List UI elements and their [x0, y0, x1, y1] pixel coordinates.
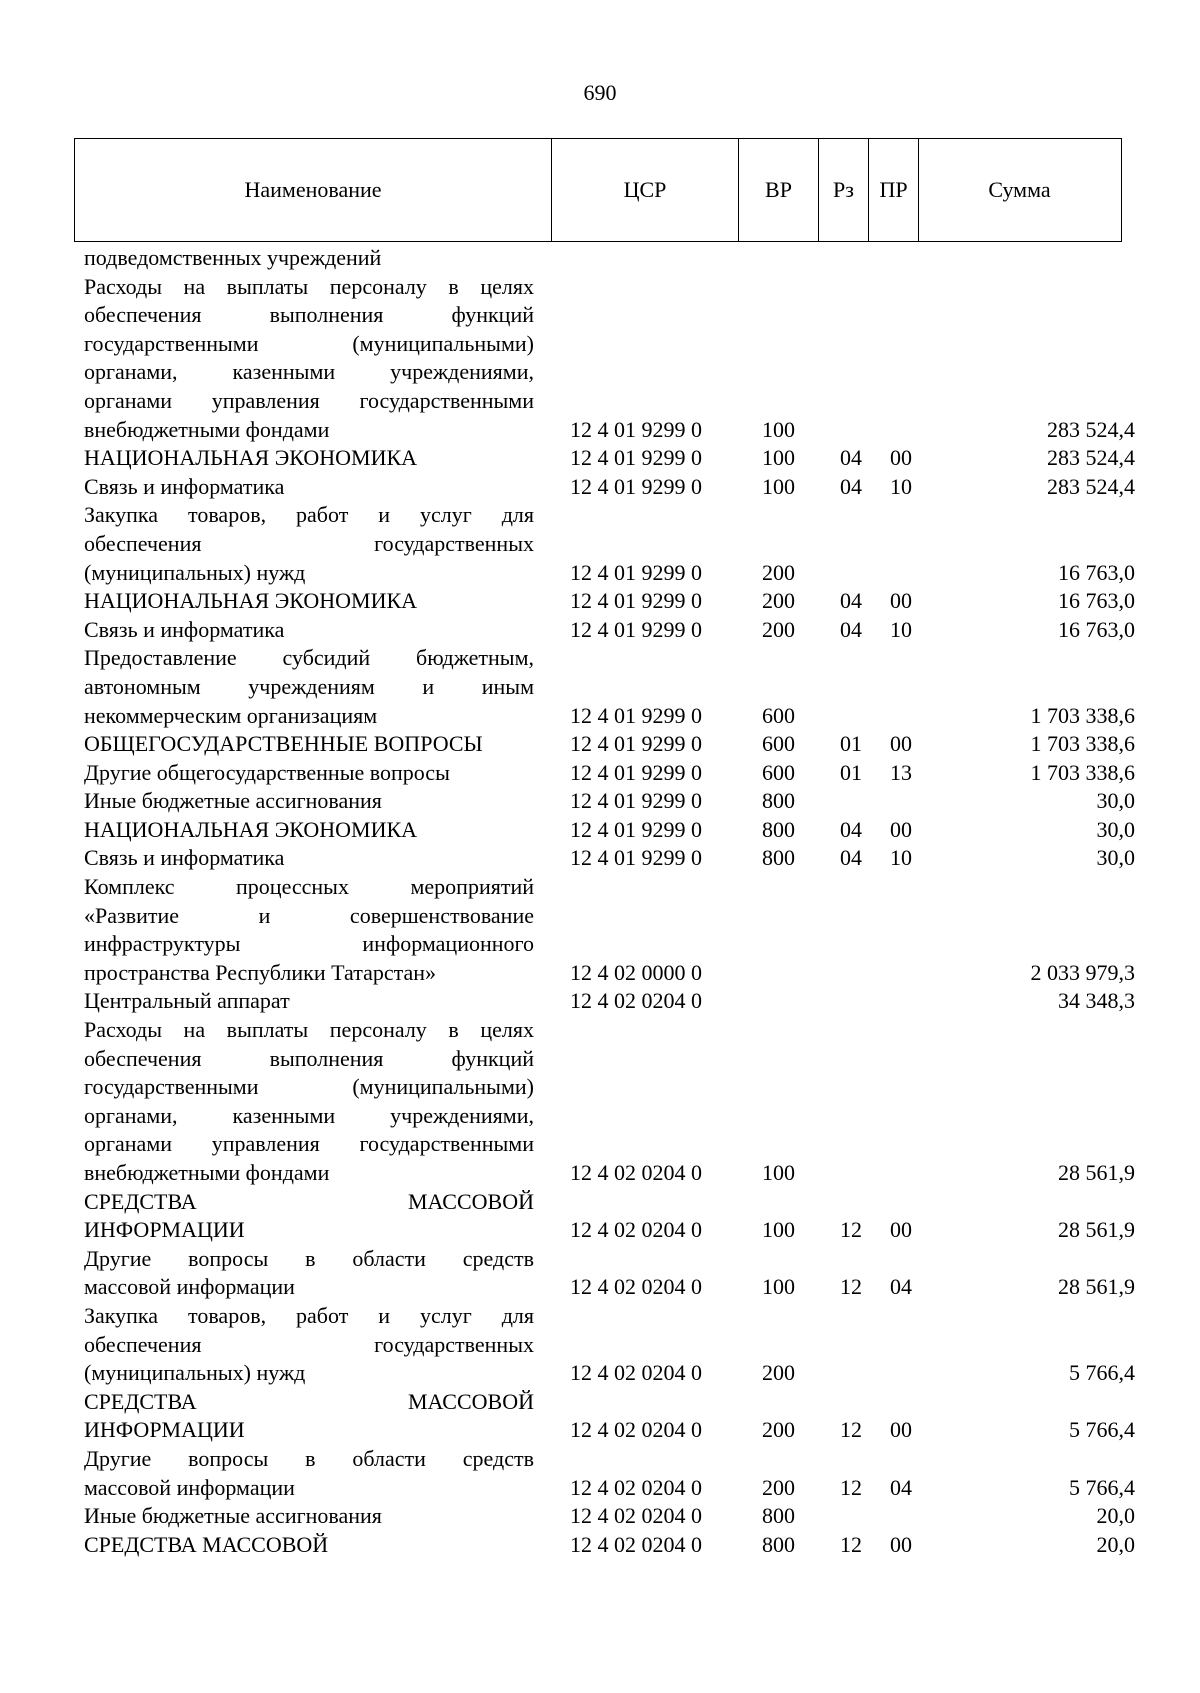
- row-name: [84, 444, 534, 473]
- row-sum: 283 524,4: [1047, 473, 1135, 499]
- row-sum: 16 763,0: [1058, 559, 1135, 585]
- row-vr: 800: [762, 1531, 795, 1557]
- row-name-line: государственными (муниципальными): [84, 1074, 534, 1100]
- row-pr: 00: [890, 731, 912, 757]
- row-name-line: Связь и информатика: [84, 473, 285, 499]
- row-name-line: органами управления государственными: [84, 1131, 534, 1157]
- table-row: [0, 473, 1200, 502]
- table-row: [0, 1531, 1200, 1560]
- row-sum: 16 763,0: [1058, 616, 1135, 642]
- row-name-line: ИНФОРМАЦИИ: [84, 1417, 245, 1443]
- row-csr: 12 4 02 0204 0: [570, 1474, 702, 1500]
- row-name: [84, 616, 534, 645]
- row-name-line: СРЕДСТВА МАССОВОЙ: [84, 1531, 329, 1557]
- row-rz: 12: [840, 1217, 862, 1243]
- row-vr: 100: [762, 1217, 795, 1243]
- table-row: [0, 644, 1200, 730]
- row-pr: 10: [890, 845, 912, 871]
- row-name: [84, 873, 534, 987]
- row-pr: 00: [890, 1217, 912, 1243]
- row-name-line: Закупка товаров, работ и услуг для: [84, 1302, 534, 1328]
- row-rz: 04: [840, 616, 862, 642]
- row-vr: 100: [762, 1160, 795, 1185]
- row-name-line: внебюджетными фондами: [84, 416, 330, 442]
- row-csr: 12 4 01 9299 0: [570, 731, 702, 757]
- table-row: [0, 273, 1200, 445]
- row-rz: 04: [840, 845, 862, 871]
- row-vr: 600: [762, 731, 795, 757]
- table-row: [0, 759, 1200, 788]
- row-name-line: Предоставление субсидий бюджетным,: [84, 645, 534, 671]
- row-pr: 04: [890, 1274, 912, 1300]
- row-name: [84, 1016, 534, 1188]
- row-name-line: (муниципальных) нужд: [84, 1360, 306, 1386]
- row-sum: 5 766,4: [1069, 1474, 1135, 1500]
- row-name: [84, 244, 534, 273]
- row-name: [84, 759, 534, 788]
- row-name-line: органами, казенными учреждениями,: [84, 1102, 534, 1128]
- row-csr: 12 4 01 9299 0: [570, 845, 702, 871]
- row-vr: 200: [762, 1360, 795, 1386]
- row-name-line: ОБЩЕГОСУДАРСТВЕННЫЕ ВОПРОСЫ: [84, 731, 483, 757]
- row-name-line: Иные бюджетные ассигнования: [84, 1503, 382, 1529]
- row-name-line: массовой информации: [84, 1274, 295, 1300]
- row-csr: 12 4 02 0204 0: [570, 1417, 702, 1443]
- row-vr: 100: [762, 1274, 795, 1300]
- row-csr: 12 4 01 9299 0: [570, 588, 702, 614]
- row-sum: 2 033 979,3: [1030, 959, 1135, 985]
- row-name-line: Связь и информатика: [84, 845, 285, 871]
- row-name: [84, 844, 534, 873]
- row-csr: 12 4 01 9299 0: [570, 416, 702, 442]
- row-sum: 30,0: [1096, 845, 1135, 871]
- row-pr: 13: [890, 759, 912, 785]
- row-name: [84, 1302, 534, 1388]
- row-name-line: НАЦИОНАЛЬНАЯ ЭКОНОМИКА: [84, 816, 418, 842]
- row-name-line: автономным учреждениям и иным: [84, 673, 534, 699]
- row-sum: 16 763,0: [1058, 588, 1135, 614]
- row-csr: 12 4 01 9299 0: [570, 788, 702, 814]
- row-csr: 12 4 01 9299 0: [570, 816, 702, 842]
- row-name-line: обеспечения выполнения функций: [84, 1045, 534, 1071]
- row-sum: 20,0: [1096, 1531, 1135, 1557]
- row-name: [84, 1188, 534, 1245]
- row-name-line: Центральный аппарат: [84, 988, 290, 1014]
- row-csr: 12 4 02 0204 0: [570, 1531, 702, 1557]
- table-row: [0, 1445, 1200, 1502]
- row-vr: 800: [762, 816, 795, 842]
- row-name-line: органами управления государственными: [84, 387, 534, 413]
- row-pr: 04: [890, 1474, 912, 1500]
- row-sum: 34 348,3: [1058, 988, 1135, 1014]
- row-name-line: СРЕДСТВА МАССОВОЙ: [84, 1188, 534, 1214]
- row-rz: 12: [840, 1274, 862, 1300]
- row-csr: 12 4 02 0000 0: [570, 959, 702, 985]
- row-vr: 800: [762, 788, 795, 814]
- row-sum: 28 561,9: [1058, 1160, 1135, 1185]
- row-vr: 600: [762, 759, 795, 785]
- row-rz: 04: [840, 473, 862, 499]
- row-vr: 200: [762, 616, 795, 642]
- row-name-line: внебюджетными фондами: [84, 1160, 330, 1185]
- row-vr: 200: [762, 1417, 795, 1443]
- row-vr: 800: [762, 1503, 795, 1529]
- row-sum: 283 524,4: [1047, 445, 1135, 471]
- table-header: [74, 138, 1122, 242]
- row-csr: 12 4 02 0204 0: [570, 988, 702, 1014]
- row-name-line: Другие вопросы в области средств: [84, 1445, 534, 1471]
- row-name: [84, 644, 534, 730]
- row-csr: 12 4 02 0204 0: [570, 1360, 702, 1386]
- row-name: [84, 501, 534, 587]
- row-sum: 5 766,4: [1069, 1360, 1135, 1386]
- row-sum: 283 524,4: [1047, 416, 1135, 442]
- row-name-line: Комплекс процессных мероприятий: [84, 874, 534, 900]
- row-csr: 12 4 01 9299 0: [570, 759, 702, 785]
- table-row: [0, 244, 1200, 273]
- row-vr: 200: [762, 1474, 795, 1500]
- row-name: [84, 730, 534, 759]
- row-name: [84, 816, 534, 845]
- header-vr: ВР: [738, 139, 818, 241]
- row-sum: 28 561,9: [1058, 1217, 1135, 1243]
- header-name: Наименование: [244, 177, 382, 202]
- table-row: [0, 1016, 1200, 1188]
- table-row: [0, 730, 1200, 759]
- row-sum: 30,0: [1096, 788, 1135, 814]
- row-name-line: массовой информации: [84, 1474, 295, 1500]
- row-name-line: обеспечения государственных: [84, 1331, 534, 1357]
- row-name-line: Расходы на выплаты персоналу в целях: [84, 273, 534, 299]
- table-row: [0, 787, 1200, 816]
- row-name: [84, 273, 534, 445]
- row-name-line: Иные бюджетные ассигнования: [84, 788, 382, 814]
- table-row: [0, 844, 1200, 873]
- row-name: [84, 787, 534, 816]
- row-sum: 28 561,9: [1058, 1274, 1135, 1300]
- row-pr: 10: [890, 473, 912, 499]
- row-vr: 200: [762, 588, 795, 614]
- row-name-line: обеспечения государственных: [84, 530, 534, 556]
- table-row: [0, 1302, 1200, 1388]
- row-pr: 00: [890, 588, 912, 614]
- table-row: [0, 616, 1200, 645]
- row-name-line: «Развитие и совершенствование: [84, 902, 534, 928]
- row-rz: 04: [840, 588, 862, 614]
- row-name: [84, 473, 534, 502]
- row-rz: 04: [840, 816, 862, 842]
- row-vr: 600: [762, 702, 795, 728]
- row-vr: 100: [762, 473, 795, 499]
- row-sum: 1 703 338,6: [1030, 731, 1135, 757]
- row-vr: 100: [762, 445, 795, 471]
- row-name: [84, 1388, 534, 1445]
- row-pr: 00: [890, 816, 912, 842]
- table-row: [0, 1245, 1200, 1302]
- row-name-line: Закупка товаров, работ и услуг для: [84, 502, 534, 528]
- row-csr: 12 4 01 9299 0: [570, 702, 702, 728]
- row-name-line: ИНФОРМАЦИИ: [84, 1217, 245, 1243]
- row-name-line: (муниципальных) нужд: [84, 559, 306, 585]
- row-csr: 12 4 01 9299 0: [570, 445, 702, 471]
- row-csr: 12 4 02 0204 0: [570, 1503, 702, 1529]
- page-number: 690: [583, 80, 617, 105]
- row-pr: 00: [890, 1531, 912, 1557]
- row-name-line: НАЦИОНАЛЬНАЯ ЭКОНОМИКА: [84, 588, 418, 614]
- row-sum: 5 766,4: [1069, 1417, 1135, 1443]
- row-rz: 01: [840, 731, 862, 757]
- row-name: [84, 1445, 534, 1502]
- row-csr: 12 4 02 0204 0: [570, 1217, 702, 1243]
- row-name-line: государственными (муниципальными): [84, 330, 534, 356]
- row-csr: 12 4 01 9299 0: [570, 559, 702, 585]
- row-name-line: пространства Республики Татарстан»: [84, 959, 437, 985]
- row-name: [84, 587, 534, 616]
- row-rz: 12: [840, 1474, 862, 1500]
- row-name: [84, 1245, 534, 1302]
- table-row: [0, 987, 1200, 1016]
- row-sum: 30,0: [1096, 816, 1135, 842]
- table-row: [0, 587, 1200, 616]
- row-name: [84, 1502, 534, 1531]
- row-name-line: некоммерческим организациям: [84, 702, 378, 728]
- row-csr: 12 4 02 0204 0: [570, 1274, 702, 1300]
- row-csr: 12 4 01 9299 0: [570, 473, 702, 499]
- row-pr: 00: [890, 445, 912, 471]
- row-pr: 00: [890, 1417, 912, 1443]
- row-sum: 1 703 338,6: [1030, 702, 1135, 728]
- row-name-line: обеспечения выполнения функций: [84, 302, 534, 328]
- header-pr: ПР: [868, 139, 918, 241]
- table-row: [0, 873, 1200, 987]
- row-name-line: Другие вопросы в области средств: [84, 1245, 534, 1271]
- row-csr: 12 4 02 0204 0: [570, 1160, 702, 1185]
- table-row: [0, 444, 1200, 473]
- table-row: [0, 501, 1200, 587]
- row-vr: 200: [762, 559, 795, 585]
- row-name-line: Расходы на выплаты персоналу в целях: [84, 1017, 534, 1043]
- row-rz: 01: [840, 759, 862, 785]
- row-name: [84, 1531, 534, 1560]
- row-vr: 800: [762, 845, 795, 871]
- row-name-line: органами, казенными учреждениями,: [84, 359, 534, 385]
- row-name: [84, 987, 534, 1016]
- table-row: [0, 1502, 1200, 1531]
- header-rz: Рз: [818, 139, 868, 241]
- row-csr: 12 4 01 9299 0: [570, 616, 702, 642]
- row-name-line: Связь и информатика: [84, 616, 285, 642]
- row-rz: 12: [840, 1531, 862, 1557]
- row-name-line: Другие общегосударственные вопросы: [84, 759, 450, 785]
- header-csr: ЦСР: [551, 139, 738, 241]
- row-name-line: подведомственных учреждений: [84, 245, 382, 270]
- row-name-line: НАЦИОНАЛЬНАЯ ЭКОНОМИКА: [84, 445, 418, 471]
- row-pr: 10: [890, 616, 912, 642]
- table-row: [0, 1188, 1200, 1245]
- row-rz: 04: [840, 445, 862, 471]
- row-sum: 20,0: [1096, 1503, 1135, 1529]
- table-row: [0, 1388, 1200, 1445]
- row-vr: 100: [762, 416, 795, 442]
- row-name-line: СРЕДСТВА МАССОВОЙ: [84, 1388, 534, 1414]
- row-rz: 12: [840, 1417, 862, 1443]
- header-sum: Сумма: [918, 139, 1120, 241]
- row-name-line: инфраструктуры информационного: [84, 931, 534, 957]
- table-row: [0, 816, 1200, 845]
- row-sum: 1 703 338,6: [1030, 759, 1135, 785]
- table-body: [0, 244, 1200, 1559]
